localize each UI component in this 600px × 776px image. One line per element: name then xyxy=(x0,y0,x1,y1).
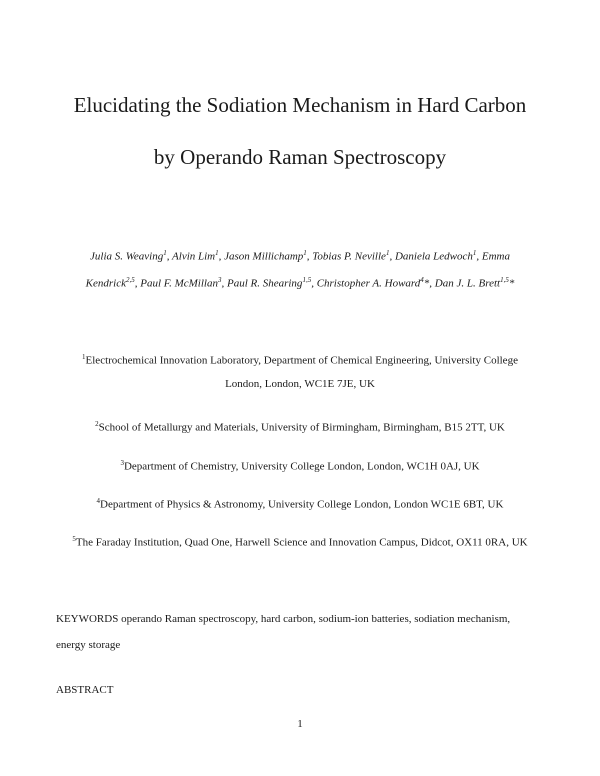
author-affiliation-mark: 1 xyxy=(472,249,477,257)
author-name-part: Emma xyxy=(481,250,510,263)
affiliation-4 xyxy=(0,493,600,513)
affiliation-2 xyxy=(0,416,600,436)
author-affiliation-mark: 1,5 xyxy=(302,276,312,284)
author-affiliation-mark: 1 xyxy=(303,249,307,257)
abstract-heading: ABSTRACT xyxy=(56,684,114,696)
affiliation-text: School of Metallurgy and Materials, University of Birmingham, Birmingham, B15 2TT, UK xyxy=(98,421,505,434)
author-affiliation-mark: 1 xyxy=(385,249,390,257)
affiliation-mark: 1 xyxy=(82,353,86,361)
author-name: Julia S. Weaving xyxy=(90,250,164,263)
paper-title-line-2: by Operando Raman Spectroscopy xyxy=(153,145,447,169)
author-name: Paul F. McMillan xyxy=(140,277,218,290)
author-name: Daniela Ledwoch xyxy=(394,250,473,263)
affiliation-text: The Faraday Institution, Quad One, Harwell Science and Innovation Campus, Didcot, OX11 0RA, UK xyxy=(75,536,528,549)
affiliation-mark: 3 xyxy=(120,459,124,467)
affiliation-text: Department of Chemistry, University College London, London, WC1H 0AJ, UK xyxy=(123,460,480,473)
affiliation-1-continued xyxy=(0,376,600,392)
author-affiliation-mark: 1 xyxy=(215,249,219,257)
paper-title-line-1: Elucidating the Sodiation Mechanism in Hard Carbon xyxy=(73,93,527,117)
affiliation-text: London, London, WC1E 7JE, UK xyxy=(225,378,375,390)
author-list-line-2: Kendrick$^{2,5}$, Paul F. McMillan$^3$, Paul R. Shearing$^{1,5}$, Christopher A. Howard$^4$*, Dan J. L. Brett$^{1,5}$* xyxy=(85,276,515,290)
affiliation-mark: 5 xyxy=(72,535,76,543)
page-number: 1 xyxy=(297,718,303,730)
affiliation-mark: 4 xyxy=(96,497,101,505)
author-name: Christopher A. Howard xyxy=(316,277,421,290)
author-name-part: Kendrick xyxy=(85,277,126,290)
author-affiliation-mark: 4 xyxy=(420,276,424,284)
author-name: Paul R. Shearing xyxy=(226,277,303,290)
author-name: Jason Millichamp xyxy=(224,250,304,263)
affiliation-1 xyxy=(0,349,600,369)
author-affiliation-mark: 1,5 xyxy=(500,276,509,284)
author-name: Alvin Lim xyxy=(172,250,216,263)
affiliation-mark: 2 xyxy=(95,420,99,428)
author-affiliation-mark: 3 xyxy=(217,276,222,284)
keywords-line-1: KEYWORDS operando Raman spectroscopy, hard carbon, sodium-ion batteries, sodiation mechanism, xyxy=(56,613,511,625)
affiliation-5 xyxy=(0,531,600,551)
author-affiliation-mark: 2,5 xyxy=(126,276,135,284)
keywords-line-2: energy storage xyxy=(56,639,121,651)
author-name: Dan J. L. Brett xyxy=(434,277,501,290)
author-list-line-1: Julia S. Weaving$^1$, Alvin Lim$^1$, Jason Millichamp$^1$, Tobias P. Neville$^1$, Daniela Ledwoch$^1$, Emma xyxy=(90,249,510,263)
affiliation-text: Department of Physics & Astronomy, University College London, London WC1E 6BT, UK xyxy=(100,498,504,511)
author-name: Tobias P. Neville xyxy=(312,250,386,263)
affiliation-text: Electrochemical Innovation Laboratory, Department of Chemical Engineering, University College xyxy=(85,354,518,367)
affiliation-3 xyxy=(0,455,600,475)
author-affiliation-mark: 1 xyxy=(163,249,167,257)
